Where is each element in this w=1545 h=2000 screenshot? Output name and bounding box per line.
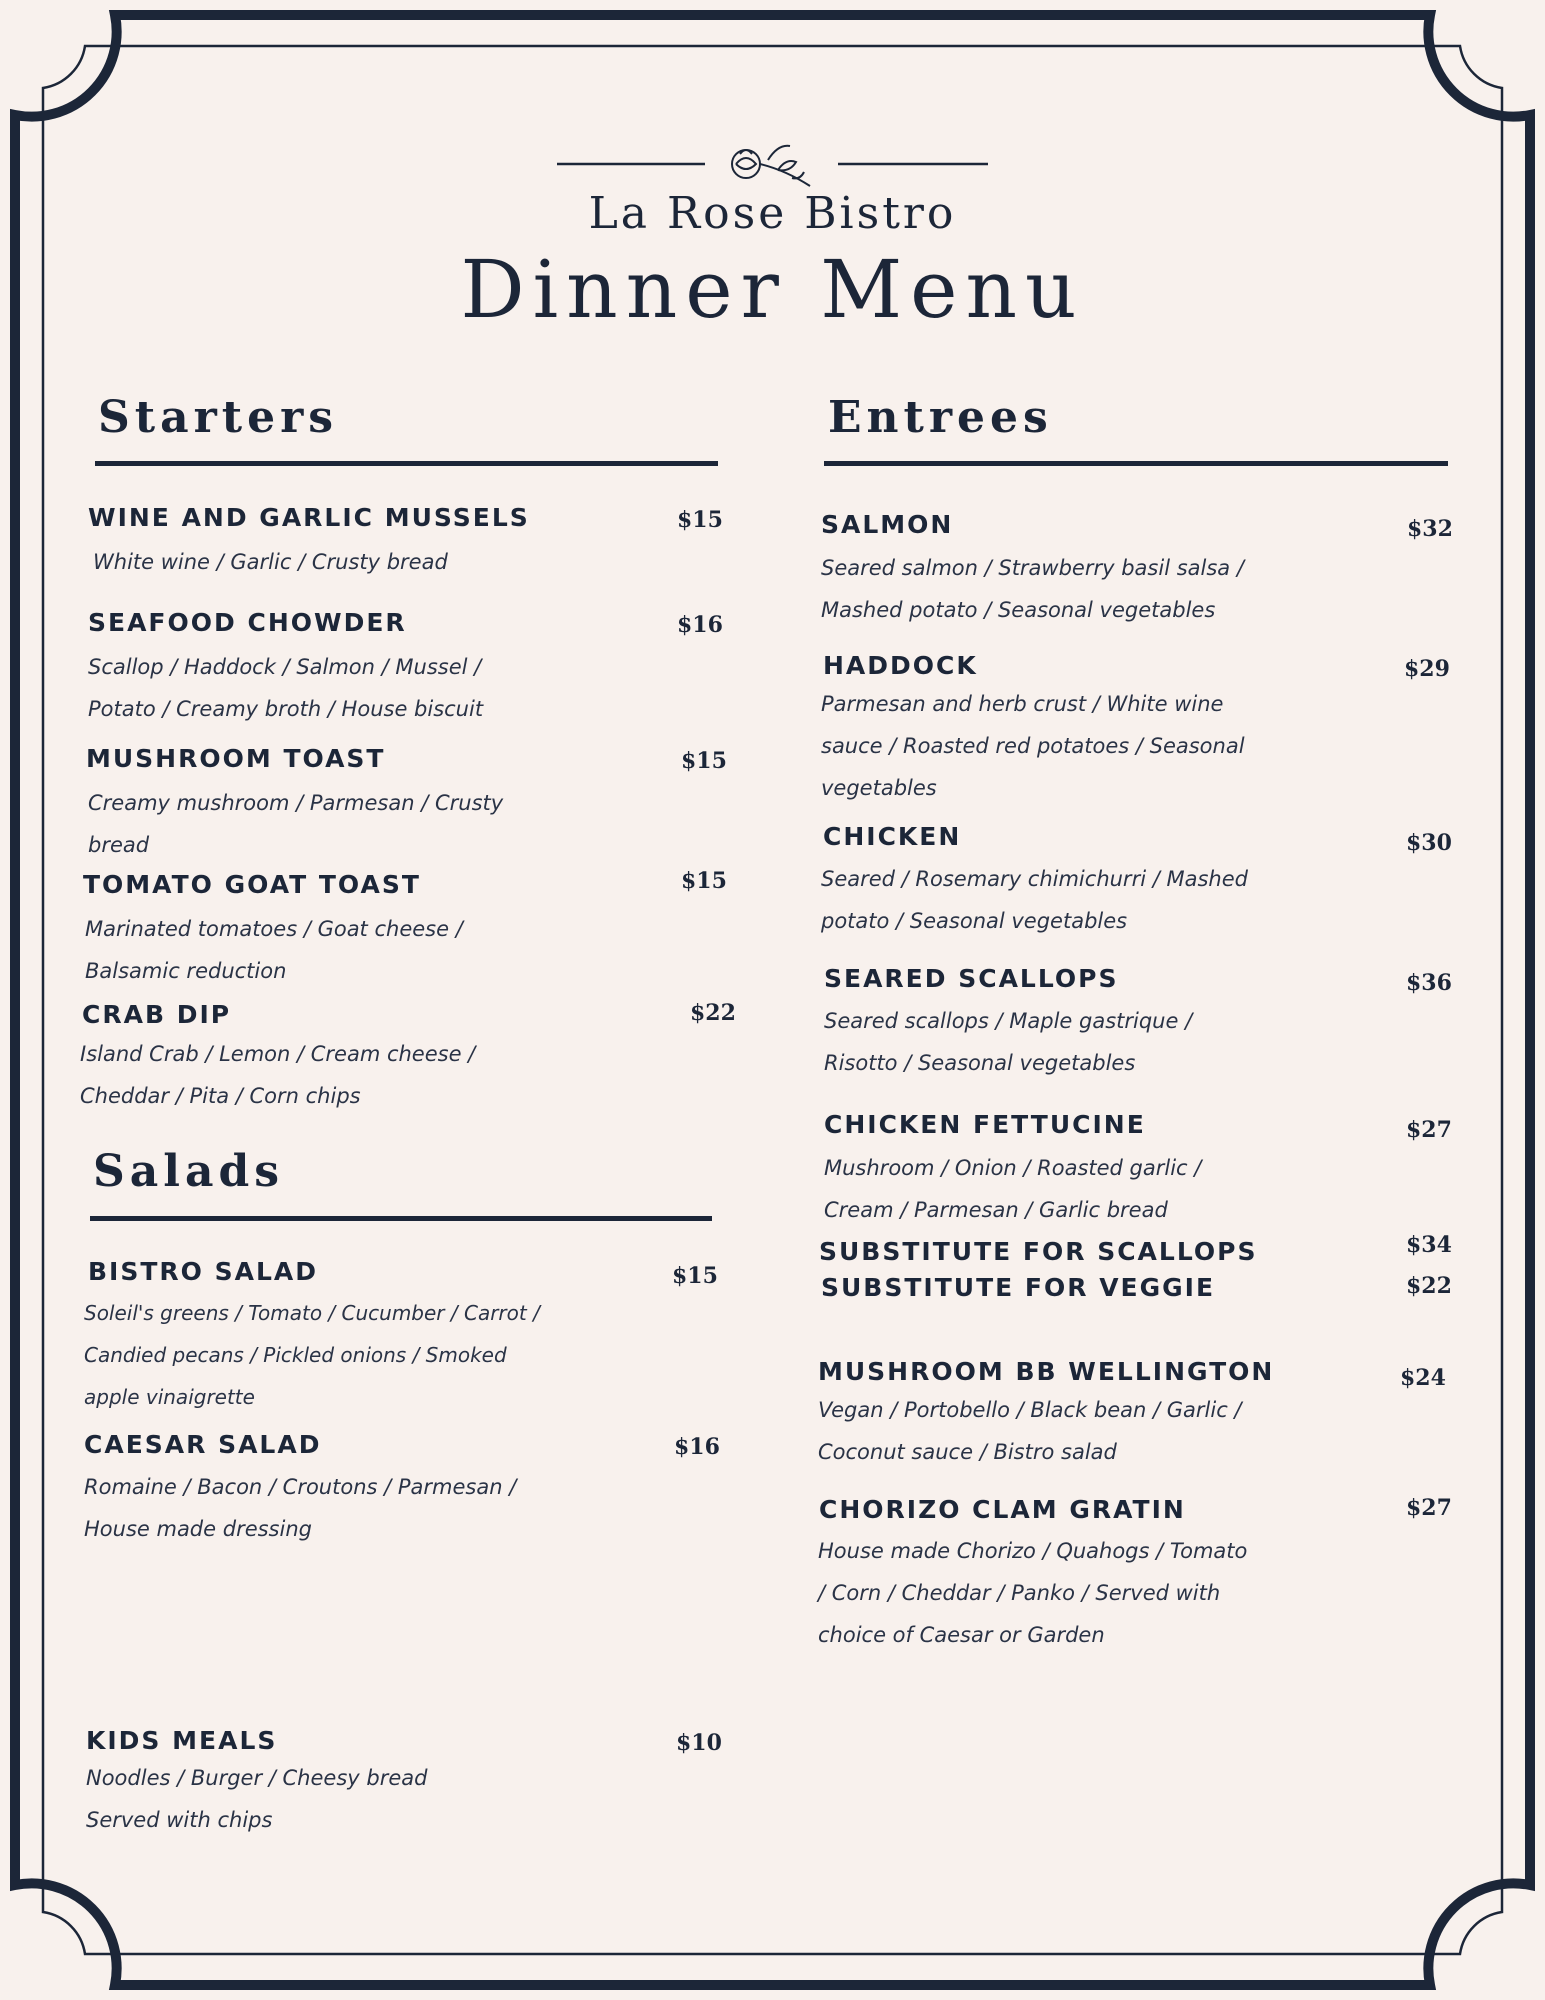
menu-item-price: $32 (1407, 516, 1453, 542)
menu-item-description: Mushroom / Onion / Roasted garlic / Cream / Parmesan / Garlic bread (824, 1156, 1202, 1222)
substitute-price: $22 (1406, 1273, 1452, 1299)
menu-item-description: Seared salmon / Strawberry basil salsa / Mashed potato / Seasonal vegetables (821, 556, 1244, 622)
menu-item-name: CRAB DIP (82, 1000, 232, 1029)
substitute-price: $34 (1406, 1232, 1452, 1258)
menu-item-price: $15 (681, 868, 727, 894)
menu-item-description: White wine / Garlic / Crusty bread (93, 550, 448, 574)
section-heading-salads: Salads (93, 1146, 285, 1197)
menu-item-description: Seared / Rosemary chimichurri / Mashed potato / Seasonal vegetables (821, 867, 1248, 933)
menu-item-name: WINE AND GARLIC MUSSELS (88, 503, 530, 532)
menu-item-name: SEAFOOD CHOWDER (88, 608, 407, 637)
menu-item-price: $30 (1406, 830, 1452, 856)
menu-item-price: $27 (1406, 1495, 1452, 1521)
menu-item-price: $16 (677, 612, 723, 638)
section-heading-entrees: Entrees (828, 392, 1053, 443)
menu-item-description: Romaine / Bacon / Croutons / Parmesan / House made dressing (84, 1475, 517, 1541)
menu-item-name: TOMATO GOAT TOAST (83, 870, 421, 899)
menu-item-description: Vegan / Portobello / Black bean / Garlic / Coconut sauce / Bistro salad (818, 1398, 1242, 1464)
menu-item-name: MUSHROOM BB WELLINGTON (818, 1357, 1275, 1386)
page-title: Dinner Menu (460, 243, 1085, 336)
menu-item-name: CHORIZO CLAM GRATIN (819, 1495, 1186, 1524)
menu-item-price: $29 (1404, 656, 1450, 682)
menu-item-price: $24 (1400, 1365, 1446, 1391)
menu-item-name: SEARED SCALLOPS (824, 964, 1119, 993)
menu-item-description: Seared scallops / Maple gastrique / Risotto / Seasonal vegetables (824, 1009, 1193, 1075)
menu-item-description: Creamy mushroom / Parmesan / Crusty bread (88, 791, 504, 857)
rose-icon (732, 146, 810, 186)
section-rule (95, 461, 718, 466)
menu-item-name: CAESAR SALAD (84, 1430, 322, 1459)
menu-item-name: SALMON (821, 510, 954, 539)
menu-item-price: $15 (681, 748, 727, 774)
substitute-name: SUBSTITUTE FOR SCALLOPS (819, 1237, 1258, 1266)
menu-item-description: House made Chorizo / Quahogs / Tomato / Corn / Cheddar / Panko / Served with choice of Caesar or Garden (818, 1539, 1248, 1647)
menu-item-price: $27 (1406, 1117, 1452, 1143)
menu-item-description: Island Crab / Lemon / Cream cheese / Cheddar / Pita / Corn chips (80, 1042, 476, 1108)
menu-item-name: BISTRO SALAD (88, 1257, 319, 1286)
section-rule (824, 461, 1448, 466)
menu-item-description: Soleil's greens / Tomato / Cucumber / Carrot / Candied pecans / Pickled onions / Smoked apple vinaigrette (84, 1301, 540, 1409)
menu-item-name: KIDS MEALS (86, 1726, 278, 1755)
menu-item-description: Parmesan and herb crust / White wine sauce / Roasted red potatoes / Seasonal vegetables (821, 692, 1245, 800)
menu-item-price: $36 (1406, 970, 1452, 996)
menu-item-price: $16 (674, 1434, 720, 1460)
menu-item-name: MUSHROOM TOAST (86, 744, 386, 773)
substitute-name: SUBSTITUTE FOR VEGGIE (821, 1273, 1216, 1302)
menu-item-name: HADDOCK (823, 651, 978, 680)
menu-item-description: Noodles / Burger / Cheesy bread Served with chips (86, 1766, 428, 1832)
restaurant-name: La Rose Bistro (588, 188, 957, 239)
section-heading-starters: Starters (98, 392, 339, 443)
section-rule (90, 1216, 712, 1221)
menu-item-description: Marinated tomatoes / Goat cheese / Balsamic reduction (85, 917, 463, 983)
menu-item-name: CHICKEN (823, 822, 962, 851)
menu-item-price: $15 (677, 507, 723, 533)
menu-item-price: $22 (690, 1000, 736, 1026)
menu-item-price: $15 (672, 1263, 718, 1289)
menu-item-price: $10 (676, 1730, 722, 1756)
menu-item-name: CHICKEN FETTUCINE (824, 1110, 1146, 1139)
menu-item-description: Scallop / Haddock / Salmon / Mussel / Potato / Creamy broth / House biscuit (88, 655, 484, 721)
